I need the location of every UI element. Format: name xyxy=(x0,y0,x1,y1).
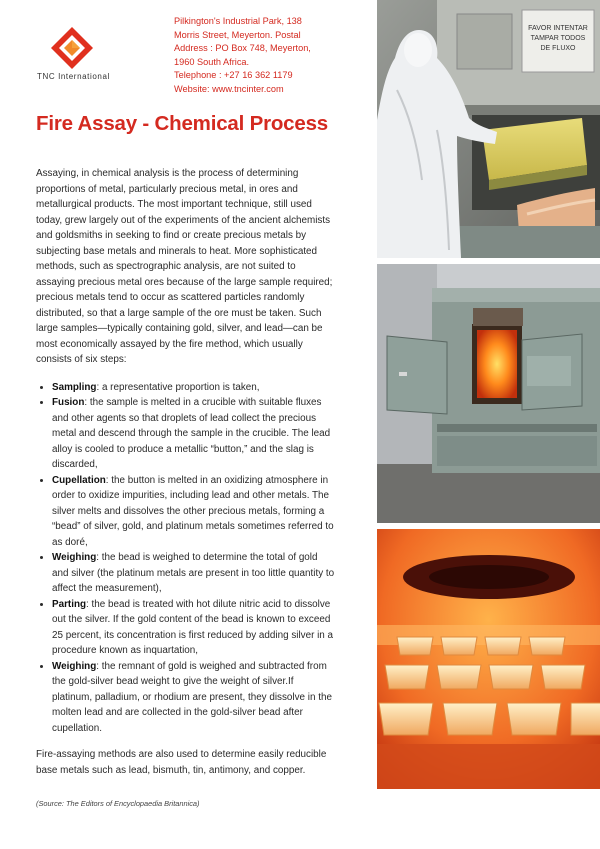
company-address xyxy=(174,15,374,97)
closing-paragraph: Fire-assaying methods are also used to determine easily reducible base metals such as lead, bismuth, tin, antimony, and copper. xyxy=(36,749,327,776)
website-line: Website: www.tncinter.com xyxy=(174,83,284,94)
step-term: Weighing xyxy=(52,660,97,672)
step-term: Sampling xyxy=(52,381,97,393)
step-term: Cupellation xyxy=(52,474,106,486)
step-term: Parting xyxy=(52,598,87,610)
list-item xyxy=(52,380,336,396)
photo-furnace xyxy=(377,264,600,523)
list-item xyxy=(52,473,336,551)
step-term: Fusion xyxy=(52,397,85,408)
step-text: : a representative proportion is taken, xyxy=(96,381,260,393)
step-text: : the remnant of gold is weighed and subtracted from the gold-silver bead weight to give the weight of silver.If platinum, palladium, or rhodium are present, they dissolve in the molten lead and are collected in the gold-silver bead after cupellation. xyxy=(52,660,332,734)
photo-lab-worker xyxy=(377,0,600,258)
telephone-line: Telephone : +27 16 362 1179 xyxy=(174,70,293,81)
address-line: Pilkington's Industrial Park, 138 xyxy=(174,16,302,26)
page-title: Fire Assay - Chemical Process xyxy=(36,112,328,135)
step-text: : the sample is melted in a crucible with suitable fluxes and other agents so that droplets of lead collect the precious metal and descend through the sample in the crucible. The lead alloy is cooled to produce a metallic “button,” and the slag is discarded, xyxy=(52,397,331,470)
intro-paragraph: Assaying, in chemical analysis is the process of determining proportions of metal, particularly precious metal, in ores and metallurgical products. The most important technique, still used today, grew largely out of the experiments of the ancient alchemists and goldsmiths in seeking to find or create precious metals by subjecting base metals and minerals to heat. More sophisticated methods, such as spectrographic analysis, are not suited to assaying precious metal ores because of the large sample required; precious metals tend to occur as scattered particles randomly distributed, so that a large sample of the ore must be taken. Such large samples—typically containing gold, silver, and lead—can be most economically assayed by the fire method, which usually consists of six steps: xyxy=(36,168,333,365)
article-body xyxy=(36,166,336,778)
address-line: 1960 South Africa. xyxy=(174,56,250,67)
sign-line: DE FLUXO xyxy=(540,45,576,52)
list-item xyxy=(52,597,336,659)
address-line: Morris Street, Meyerton. Postal xyxy=(174,29,301,40)
sign-line: TAMPAR TODOS xyxy=(530,35,586,42)
step-text: : the button is melted in an oxidizing atmosphere in order to oxidize impurities, including lead and other metals. The silver melts and dissolves the other precious metals, forming a “bead” of silver, gold, and platinum metals sometimes referred to as doré, xyxy=(52,474,334,548)
step-term: Weighing xyxy=(52,552,97,563)
source-citation: (Source: The Editors of Encyclopaedia Britannica) xyxy=(36,799,200,808)
list-item xyxy=(52,395,336,473)
company-logo-icon xyxy=(50,26,94,70)
list-item xyxy=(52,659,336,737)
list-item xyxy=(52,550,336,597)
step-text: : the bead is treated with hot dilute nitric acid to dissolve out the silver. If the gold content of the bead is known to exceed 25 percent, its concentration is first reduced by adding silver in a procedure known as inquartation, xyxy=(52,598,334,656)
address-line: Address : PO Box 748, Meyerton, xyxy=(174,43,311,54)
company-name: TNC International xyxy=(37,72,110,81)
steps-list xyxy=(36,380,336,737)
sign-line: FAVOR INTENTAR xyxy=(528,25,588,32)
photo-cupels xyxy=(377,529,600,789)
step-text: : the bead is weighed to determine the total of gold and silver (the platinum metals are present in too little quantity to affect the measurement), xyxy=(52,552,335,594)
